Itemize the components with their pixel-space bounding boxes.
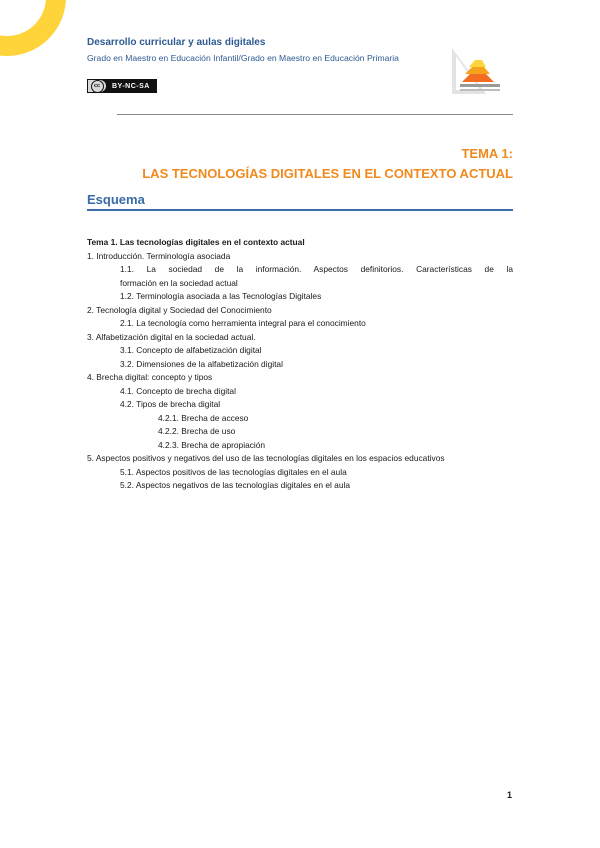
page-number: 1 (507, 790, 513, 800)
outline-item: 2.1. La tecnología como herramienta integral para el conocimiento (120, 318, 366, 328)
degree-subtitle: Grado en Maestro en Educación Infantil/Grado en Maestro en Educación Primaria (87, 53, 399, 63)
section-heading: Esquema (87, 192, 145, 207)
outline-item: 4.2.3. Brecha de apropiación (158, 439, 266, 450)
outline-item: 1.1. La sociedad de la información. Aspectos definitorios. Características de la (120, 264, 513, 274)
outline-item: 1. Introducción. Terminología asociada (87, 250, 231, 261)
outline-item: 4.1. Concepto de brecha digital (120, 385, 236, 396)
university-logo-icon (452, 40, 508, 94)
outline-item: 4.2. Tipos de brecha digital (120, 399, 221, 409)
topic-title: LAS TECNOLOGÍAS DIGITALES EN EL CONTEXTO ACTUAL (142, 166, 513, 181)
outline-item: 2. Tecnología digital y Sociedad del Conocimiento (87, 304, 272, 315)
outline-item: 5. Aspectos positivos y negativos del uso de las tecnologías digitales en los espacios educativos (87, 453, 445, 463)
outline-item: 3.2. Dimensiones de la alfabetización digital (120, 358, 283, 369)
outline-item: 4. Brecha digital: concepto y tipos (87, 372, 213, 382)
outline-item: 5.2. Aspectos negativos de las tecnologías digitales en el aula (120, 480, 351, 490)
outline-item: 3.1. Concepto de alfabetización digital (120, 345, 262, 355)
cc-license-badge[interactable] (87, 79, 157, 93)
outline-item: 1.2. Terminología asociada a las Tecnologías Digitales (120, 291, 322, 301)
header-divider (117, 114, 513, 115)
outline-item: 5.1. Aspectos positivos de las tecnologías digitales en el aula (120, 466, 347, 477)
creative-commons-icon: cc (88, 80, 106, 92)
outline-item: 4.2.2. Brecha de uso (158, 426, 236, 436)
topic-number: TEMA 1: (461, 146, 513, 161)
section-divider (87, 209, 513, 211)
decorative-yellow-arc (0, 0, 66, 56)
course-title: Desarrollo curricular y aulas digitales (87, 37, 266, 48)
license-label: BY-NC-SA (112, 82, 150, 90)
outline-item: 4.2.1. Brecha de acceso (158, 412, 249, 423)
outline-item: 3. Alfabetización digital en la sociedad actual. (87, 331, 256, 342)
outline-heading: Tema 1. Las tecnologías digitales en el contexto actual (87, 237, 305, 247)
outline-item-continuation: formación en la sociedad actual (120, 277, 238, 288)
outline (87, 236, 513, 493)
